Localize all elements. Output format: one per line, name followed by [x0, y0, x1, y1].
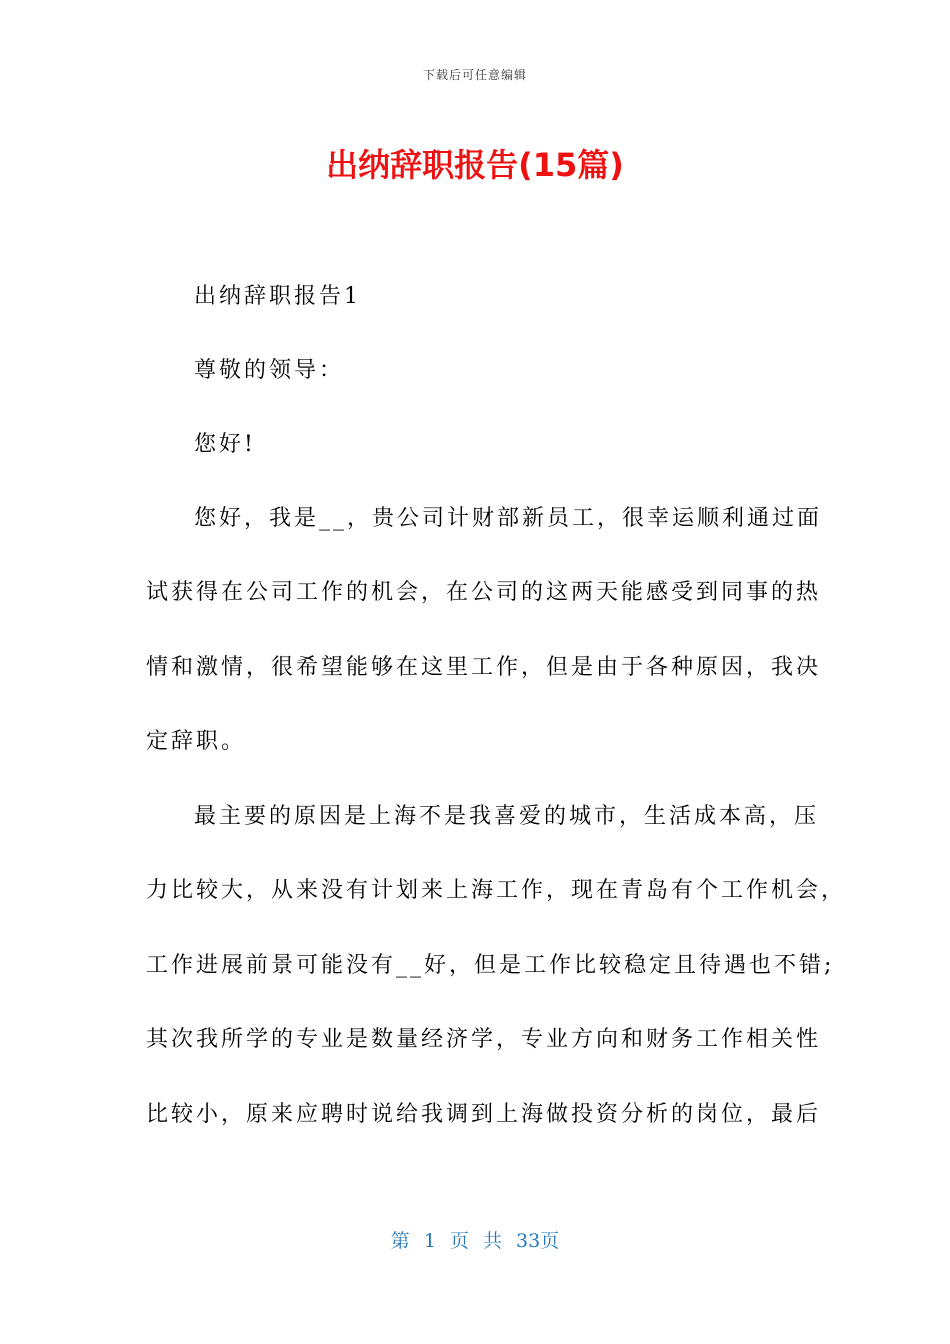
paragraph-1-line-3: 情和激情，很希望能够在这里工作，但是由于各种原因，我决 [146, 655, 822, 680]
paragraph-1-line-4: 定辞职。 [146, 729, 247, 754]
paragraph-1-line-1: 您好，我是__，贵公司计财部新员工，很幸运顺利通过面 [194, 506, 823, 531]
page-number-footer: 第 1 页 共 33页 [390, 1230, 560, 1252]
paragraph-2-line-3: 工作进展前景可能没有__好，但是工作比较稳定且待遇也不错; [146, 953, 835, 978]
section-heading: 出纳辞职报告1 [194, 284, 361, 309]
salutation: 尊敬的领导： [194, 358, 345, 383]
paragraph-2-line-2: 力比较大，从来没有计划来上海工作，现在青岛有个工作机会， [146, 878, 847, 903]
paragraph-2-line-4: 其次我所学的专业是数量经济学，专业方向和财务工作相关性 [146, 1027, 822, 1052]
paragraph-2-line-5: 比较小，原来应聘时说给我调到上海做投资分析的岗位，最后 [146, 1102, 822, 1127]
greeting: 您好! [194, 432, 256, 457]
paragraph-1-line-2: 试获得在公司工作的机会，在公司的这两天能感受到同事的热 [146, 580, 822, 605]
document-title: 出纳辞职报告(15篇) [326, 146, 624, 184]
header-note: 下载后可任意编辑 [422, 68, 527, 82]
paragraph-2-line-1: 最主要的原因是上海不是我喜爱的城市，生活成本高，压 [194, 804, 820, 829]
